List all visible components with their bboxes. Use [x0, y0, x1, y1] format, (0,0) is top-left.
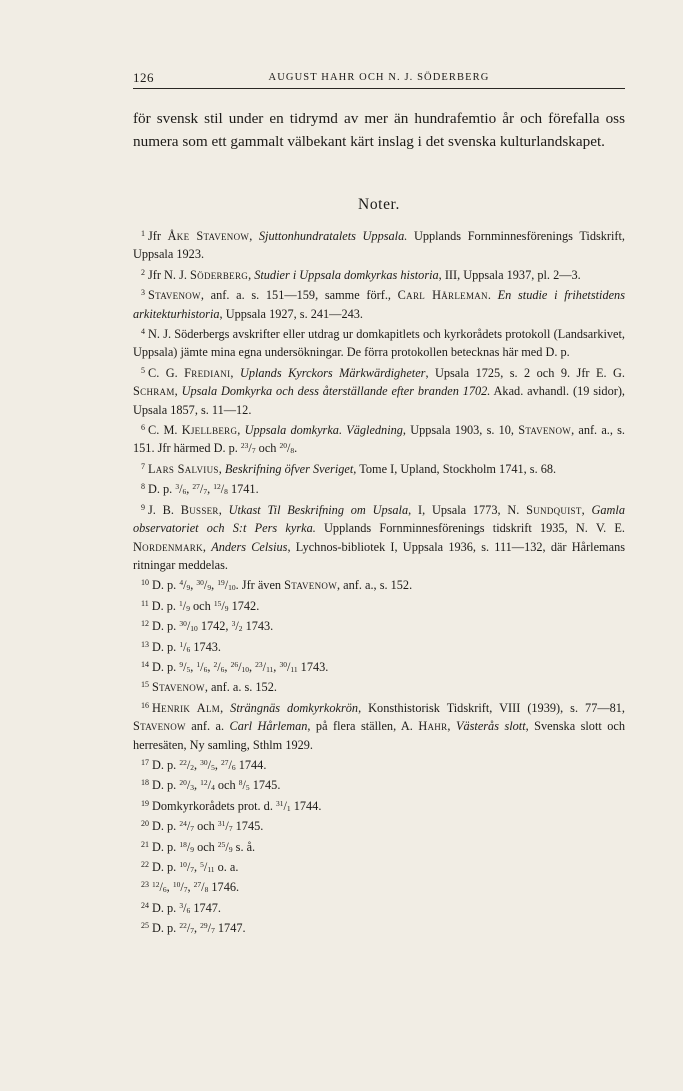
footnote-text: Henrik Alm, Strängnäs domkyrkokrön, Konsthistorisk Tidskrift, VIII (1939), s. 77—81, Stavenow anf. a. Carl Hårleman, på flera ställen, A. Hahr, Västerås slott, Svenska slott och herresäten, Ny samling, Sthlm 1929. — [133, 700, 626, 752]
footnote-number: 24 — [141, 900, 149, 910]
footnote-text: D. p. $^{24}/_7$ och $^{31}/_7$ 1745. — [152, 819, 264, 834]
footnote-text: D. p. $^{22}/_7$, $^{29}/_7$ 1747. — [152, 921, 246, 936]
footnote-number: 14 — [141, 659, 149, 669]
footnote-number: 1 — [141, 229, 145, 238]
footnote — [133, 225, 625, 264]
body-paragraph: för svensk stil under en tidrymd av mer än hundrafemtio år och förefalla oss numera som ett gammalt välbekant kärt inslag i det svenska kulturlandskapet. — [133, 110, 625, 150]
footnote-text: D. p. $^{22}/_2$, $^{30}/_5$, $^{27}/_6$ 1744. — [152, 757, 267, 772]
footnote-number: 13 — [141, 639, 149, 649]
footnote-text: D. p. $^1/_9$ och $^{15}/_9$ 1742. — [151, 598, 260, 613]
footnote — [133, 595, 625, 615]
footnote — [133, 676, 625, 696]
footnote-text: D. p. $^{18}/_9$ och $^{25}/_9$ s. å. — [152, 839, 256, 854]
footnote-number: 2 — [141, 267, 145, 277]
footnote-text: N. J. Söderbergs avskrifter eller utdrag ur domkapitlets och kyrkorådets protokoll (Landsarkivet, Uppsala) jämte mina egna undersökningar. De förra protokollen betecknas här med D. p. — [133, 327, 625, 360]
footnote-text: Stavenow, anf. a. s. 152. — [152, 680, 277, 695]
footnote-text: C. G. Frediani, Uplands Kyrckors Märkwärdigheter, Upsala 1725, s. 2 och 9. Jfr E. G. Schram, Upsala Domkyrka och dess återställande efter branden 1702. Akad. avhandl. (19 sidor), Upsala 1857, s. 11—12. — [133, 365, 625, 417]
footnote-text: D. p. $^{10}/_7$, $^5/_{11}$ o. a. — [152, 860, 239, 874]
footnote-number: 8 — [141, 482, 145, 492]
footnote-text: D. p. $^3/_6$, $^{27}/_7$, $^{12}/_8$ 1741. — [148, 482, 259, 497]
footnote-number: 21 — [141, 839, 149, 849]
footnote — [133, 656, 625, 676]
footnote-number: 20 — [141, 819, 149, 829]
footnote-number: 3 — [141, 288, 145, 298]
page-number: 126 — [133, 70, 154, 85]
footnote — [133, 697, 625, 754]
footnote-number: 4 — [141, 327, 145, 337]
footnote — [133, 774, 625, 794]
footnote — [133, 499, 625, 575]
footnote-number: 19 — [141, 798, 149, 808]
footnote-text: D. p. $^{20}/_3$, $^{12}/_4$ och $^8/_5$ 1745. — [152, 778, 281, 793]
footnote-number: 9 — [141, 502, 145, 512]
page-header — [133, 70, 625, 89]
footnote — [133, 478, 625, 498]
footnote-number: 11 — [141, 598, 149, 608]
footnote — [133, 815, 625, 835]
footnote-number: 16 — [141, 700, 149, 710]
footnote — [133, 284, 625, 323]
footnote-text: D. p. $^3/_6$ 1747. — [152, 900, 221, 915]
footnote-number: 25 — [141, 921, 149, 931]
footnote — [133, 615, 625, 635]
footnote — [133, 897, 625, 917]
footnote-text: C. M. Kjellberg, Uppsala domkyrka. Vägledning, Uppsala 1903, s. 10, Stavenow, anf. a., s. 151. Jfr härmed D. p. $^{23}/_7$ och $^{20}/_8$. — [133, 423, 626, 456]
footnote-number: 10 — [141, 578, 149, 588]
footnote-number: 18 — [141, 778, 149, 788]
footnote-number: 23 — [141, 880, 149, 890]
footnote — [133, 856, 625, 876]
footnote-text: D. p. $^{30}/_{10}$ 1742, $^3/_2$ 1743. — [152, 619, 274, 634]
footnote-text: Domkyrkorådets prot. d. $^{31}/_1$ 1744. — [152, 798, 322, 813]
footnote — [133, 458, 625, 478]
footnote-number: 15 — [141, 680, 149, 690]
footnote — [133, 876, 625, 896]
footnote — [133, 917, 625, 937]
footnote — [133, 574, 625, 594]
footnote — [133, 323, 625, 362]
footnote-text: $^{12}/_6$, $^{10}/_7$, $^{27}/_8$ 1746. — [152, 880, 240, 895]
footnote-number: 5 — [141, 365, 145, 375]
footnote-text: D. p. $^9/_5$, $^1/_6$, $^2/_6$, $^{26}/_{10}$, $^{23}/_{11}$, $^{30}/_{11}$ 1743. — [152, 659, 329, 674]
footnote-number: 7 — [141, 461, 145, 471]
footnote-number: 22 — [141, 860, 149, 869]
footnote-text: Jfr N. J. Söderberg, Studier i Uppsala domkyrkas historia, III, Uppsala 1937, pl. 2—3. — [148, 267, 581, 282]
footnote-text: D. p. $^1/_6$ 1743. — [152, 639, 221, 654]
notes-list — [133, 225, 625, 938]
footnote — [133, 419, 625, 458]
footnote-text: J. B. Busser, Utkast Til Beskrifning om Upsala, I, Upsala 1773, N. Sundquist, Gamla observatoriet och S:t Pers kyrka. Upplands Fornminnesförenings tidskrift 1935, N. V. E. Nordenmark, Anders Celsius, Lychnos-bibliotek I, Uppsala 1936, s. 111—132, där Hårlemans ritningar meddelas. — [133, 502, 625, 572]
running-head: AUGUST HAHR OCH N. J. SÖDERBERG — [268, 72, 490, 83]
footnote-text: Stavenow, anf. a. s. 151—159, samme förf., Carl Hårleman. En studie i frihetstidens arkitekturhistoria, Uppsala 1927, s. 241—243. — [133, 288, 625, 321]
footnote — [133, 636, 625, 656]
footnote — [133, 795, 625, 815]
notes-heading: Noter. — [358, 196, 400, 213]
footnote-number: 6 — [141, 423, 145, 433]
footnote-text: D. p. $^4/_9$, $^{30}/_9$, $^{19}/_{10}$. Jfr även Stavenow, anf. a., s. 152. — [152, 578, 413, 593]
footnote-text: Lars Salvius, Beskrifning öfver Sveriget, Tome I, Upland, Stockholm 1741, s. 68. — [148, 461, 557, 476]
footnote-number: 12 — [141, 619, 149, 629]
footnote — [133, 754, 625, 774]
footnote — [133, 264, 625, 284]
footnote — [133, 836, 625, 856]
footnote-text: Jfr Åke Stavenow, Sjuttonhundratalets Uppsala. Upplands Fornminnesförenings Tidskrift, Uppsala 1923. — [133, 229, 625, 262]
footnote-number: 17 — [141, 757, 149, 767]
footnote — [133, 362, 625, 419]
